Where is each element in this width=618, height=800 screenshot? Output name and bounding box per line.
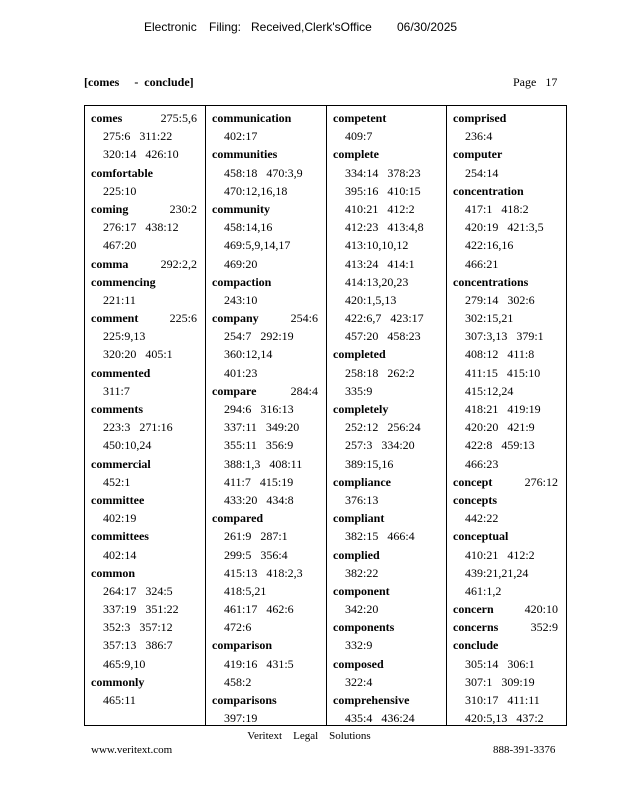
index-refs-line: 410:21 412:2 xyxy=(465,547,535,562)
index-term-word: committees xyxy=(91,529,149,544)
index-term-word: comprised xyxy=(453,111,507,125)
index-refs-line: 320:20 405:1 xyxy=(103,347,173,362)
index-term-word: complied xyxy=(333,547,380,562)
index-refs-line: 452:1 xyxy=(103,474,131,489)
index-refs-line: 360:12,14 xyxy=(224,347,273,362)
index-term xyxy=(91,491,201,509)
filing-stamp-part: Filing: xyxy=(209,20,242,34)
index-refs-line: 335:9 xyxy=(345,383,373,398)
index-refs-line: 461:17 462:6 xyxy=(224,602,294,617)
index-refs-line: 415:12,24 xyxy=(465,383,514,398)
index-refs-line: 417:1 418:2 xyxy=(465,201,529,216)
index-term xyxy=(453,600,562,618)
footer-website: www.veritext.com xyxy=(91,744,173,756)
index-refs-line: 322:4 xyxy=(345,674,373,689)
index-term xyxy=(212,200,322,218)
index-refs-line: 467:20 xyxy=(103,238,137,253)
index-refs-line: 465:11 xyxy=(103,693,136,707)
index-refs-line: 307:3,13 379:1 xyxy=(465,329,544,344)
index-refs-line: 352:3 357:12 xyxy=(103,620,173,635)
index-term-word: competent xyxy=(333,111,387,125)
index-term-word: compare xyxy=(212,383,257,398)
index-term-word: coming xyxy=(91,201,129,216)
index-refs-line: 402:19 xyxy=(103,511,137,526)
index-refs-line: 311:7 xyxy=(103,383,130,398)
index-refs-line: 418:5,21 xyxy=(224,583,267,598)
index-term xyxy=(91,109,201,127)
index-refs-line: 450:10,24 xyxy=(103,438,152,453)
index-term xyxy=(333,109,442,127)
index-term-refs: 254:6 xyxy=(290,311,318,326)
index-term xyxy=(333,345,442,363)
index-refs-line: 419:16 431:5 xyxy=(224,656,294,671)
index-term-word: concern xyxy=(453,602,494,617)
index-refs-line: 258:18 262:2 xyxy=(345,365,415,380)
index-refs-line: 382:15 466:4 xyxy=(345,529,415,544)
index-refs-line: 466:21 xyxy=(465,256,499,271)
index-refs-line: 458:18 470:3,9 xyxy=(224,165,303,180)
index-term xyxy=(91,309,201,327)
index-term-refs: 292:2,2 xyxy=(160,256,197,271)
index-term-word: comparisons xyxy=(212,693,277,707)
index-refs-line: 410:21 412:2 xyxy=(345,201,415,216)
index-refs-line: 418:21 419:19 xyxy=(465,402,541,416)
index-term-word: commonly xyxy=(91,674,145,689)
index-term xyxy=(91,455,201,473)
filing-stamp-part: Electronic xyxy=(144,20,197,34)
index-refs-line: 294:6 316:13 xyxy=(224,402,294,416)
index-refs-line: 401:23 xyxy=(224,365,258,380)
index-term xyxy=(91,364,201,382)
index-refs-line: 415:13 418:2,3 xyxy=(224,565,303,580)
index-term xyxy=(333,473,442,491)
index-term xyxy=(453,182,562,200)
index-refs-line: 422:6,7 423:17 xyxy=(345,311,424,326)
index-term-word: computer xyxy=(453,147,503,162)
index-term xyxy=(453,145,562,163)
index-term-word: concentrations xyxy=(453,274,529,289)
footer-company: Veritext Legal Solutions xyxy=(247,730,371,742)
index-refs-line: 420:5,13 437:2 xyxy=(465,711,544,725)
index-term xyxy=(333,582,442,600)
index-term-refs: 284:4 xyxy=(290,383,318,398)
index-refs-line: 413:24 414:1 xyxy=(345,256,415,271)
index-refs-line: 279:14 302:6 xyxy=(465,292,535,307)
index-refs-line: 310:17 411:11 xyxy=(465,693,540,707)
index-term-refs: 225:6 xyxy=(169,311,197,326)
index-refs-line: 334:14 378:23 xyxy=(345,165,421,180)
index-term-word: concerns xyxy=(453,620,499,635)
index-refs-line: 458:14,16 xyxy=(224,220,273,235)
index-term xyxy=(91,164,201,182)
index-refs-line: 412:23 413:4,8 xyxy=(345,220,424,235)
index-term-refs: 276:12 xyxy=(524,474,558,489)
index-term xyxy=(212,636,322,654)
index-refs-line: 388:1,3 408:11 xyxy=(224,456,303,471)
index-refs-line: 276:17 438:12 xyxy=(103,220,179,235)
index-refs-line: 221:11 xyxy=(103,292,136,307)
index-refs-line: 402:17 xyxy=(224,129,258,144)
index-term-word: comprehensive xyxy=(333,693,410,707)
index-term xyxy=(333,400,442,418)
index-refs-line: 409:7 xyxy=(345,129,373,144)
index-term-word: components xyxy=(333,620,395,635)
index-term xyxy=(91,673,201,691)
index-term xyxy=(453,473,562,491)
filing-stamp-part: Received,Clerk'sOffice xyxy=(251,20,372,34)
index-term-word: compared xyxy=(212,511,264,526)
index-refs-line: 305:14 306:1 xyxy=(465,656,535,671)
index-term-word: conceptual xyxy=(453,529,509,544)
index-term-word: comma xyxy=(91,256,129,271)
index-refs-line: 243:10 xyxy=(224,292,258,307)
page-number: Page 17 xyxy=(513,75,558,89)
index-term-word: component xyxy=(333,583,390,598)
index-term-word: comment xyxy=(91,311,139,326)
index-term xyxy=(333,691,442,709)
index-refs-line: 376:13 xyxy=(345,492,379,507)
index-refs-line: 470:12,16,18 xyxy=(224,183,288,198)
index-term-refs: 230:2 xyxy=(169,201,197,216)
index-term xyxy=(453,618,562,636)
index-term-word: commercial xyxy=(91,456,151,471)
index-term xyxy=(453,527,562,545)
index-term-refs: 352:9 xyxy=(530,620,558,635)
index-term-word: communication xyxy=(212,111,292,125)
footer-phone: 888-391-3376 xyxy=(493,744,556,756)
index-term xyxy=(212,145,322,163)
index-refs-line: 413:10,10,12 xyxy=(345,238,409,253)
index-term-word: comes xyxy=(91,111,123,125)
index-term-word: committee xyxy=(91,492,145,507)
index-refs-line: 275:6 311:22 xyxy=(103,129,173,144)
index-term xyxy=(91,200,201,218)
index-refs-line: 458:2 xyxy=(224,674,252,689)
index-refs-line: 469:5,9,14,17 xyxy=(224,238,291,253)
index-term-word: community xyxy=(212,201,270,216)
index-refs-line: 299:5 356:4 xyxy=(224,547,288,562)
index-refs-line: 472:6 xyxy=(224,620,252,635)
index-refs-line: 420:20 421:9 xyxy=(465,420,535,435)
index-term-word: compliant xyxy=(333,511,385,526)
index-refs-line: 408:12 411:8 xyxy=(465,347,535,362)
index-term xyxy=(91,255,201,273)
index-refs-line: 257:3 334:20 xyxy=(345,438,415,453)
index-refs-line: 261:9 287:1 xyxy=(224,529,288,544)
index-term-word: comments xyxy=(91,402,143,416)
index-term-word: comparison xyxy=(212,638,272,653)
index-refs-line: 465:9,10 xyxy=(103,656,146,671)
index-column xyxy=(447,106,566,725)
index-refs-line: 422:8 459:13 xyxy=(465,438,535,453)
index-refs-line: 342:20 xyxy=(345,602,379,617)
index-refs-line: 223:3 271:16 xyxy=(103,420,173,435)
index-term-word: communities xyxy=(212,147,278,162)
index-term-word: conclude xyxy=(453,638,499,653)
index-term-word: compliance xyxy=(333,474,391,489)
index-range: [comes - conclude] xyxy=(84,75,194,89)
index-term xyxy=(453,636,562,654)
index-refs-line: 457:20 458:23 xyxy=(345,329,421,344)
index-term-word: commented xyxy=(91,365,151,380)
index-term xyxy=(212,273,322,291)
index-term-word: company xyxy=(212,311,259,326)
index-refs-line: 252:12 256:24 xyxy=(345,420,421,435)
index-term-word: completely xyxy=(333,402,389,416)
filing-stamp xyxy=(0,20,618,36)
index-refs-line: 411:7 415:19 xyxy=(224,474,294,489)
index-refs-line: 435:4 436:24 xyxy=(345,711,415,725)
index-refs-line: 420:1,5,13 xyxy=(345,292,397,307)
index-term-word: concentration xyxy=(453,183,524,198)
index-term xyxy=(212,109,322,127)
index-term-refs: 420:10 xyxy=(524,602,558,617)
index-refs-line: 439:21,21,24 xyxy=(465,565,529,580)
index-term xyxy=(212,382,322,400)
index-term xyxy=(91,273,201,291)
index-refs-line: 264:17 324:5 xyxy=(103,583,173,598)
index-term-word: concepts xyxy=(453,492,497,507)
index-term-word: concept xyxy=(453,474,493,489)
index-refs-line: 355:11 356:9 xyxy=(224,438,294,453)
index-term xyxy=(333,145,442,163)
index-refs-line: 332:9 xyxy=(345,638,373,653)
index-refs-line: 422:16,16 xyxy=(465,238,514,253)
index-refs-line: 411:15 415:10 xyxy=(465,365,541,380)
index-term xyxy=(333,546,442,564)
index-refs-line: 254:14 xyxy=(465,165,499,180)
index-term xyxy=(91,400,201,418)
index-refs-line: 466:23 xyxy=(465,456,499,471)
index-refs-line: 357:13 386:7 xyxy=(103,638,173,653)
index-term-word: comfortable xyxy=(91,165,153,180)
index-refs-line: 442:22 xyxy=(465,511,499,526)
index-refs-line: 337:11 349:20 xyxy=(224,420,300,435)
index-term-word: completed xyxy=(333,347,386,362)
index-refs-line: 236:4 xyxy=(465,129,493,144)
index-refs-line: 420:19 421:3,5 xyxy=(465,220,544,235)
index-refs-line: 402:14 xyxy=(103,547,137,562)
index-refs-line: 225:9,13 xyxy=(103,329,146,344)
index-refs-line: 307:1 309:19 xyxy=(465,674,535,689)
index-column xyxy=(327,106,447,725)
index-refs-line: 395:16 410:15 xyxy=(345,183,421,198)
index-term xyxy=(453,491,562,509)
index-refs-line: 225:10 xyxy=(103,183,137,198)
index-term xyxy=(453,273,562,291)
index-refs-line: 389:15,16 xyxy=(345,456,394,471)
index-term-word: composed xyxy=(333,656,384,671)
index-term xyxy=(212,509,322,527)
index-term-refs: 275:5,6 xyxy=(160,111,197,125)
index-term xyxy=(333,509,442,527)
index-grid xyxy=(84,105,567,726)
index-column xyxy=(85,106,206,725)
index-term xyxy=(91,527,201,545)
index-refs-line: 397:19 xyxy=(224,711,258,725)
index-refs-line: 302:15,21 xyxy=(465,311,514,326)
index-refs-line: 414:13,20,23 xyxy=(345,274,409,289)
index-refs-line: 254:7 292:19 xyxy=(224,329,294,344)
index-refs-line: 337:19 351:22 xyxy=(103,602,179,617)
index-term xyxy=(453,109,562,127)
index-refs-line: 469:20 xyxy=(224,256,258,271)
index-refs-line: 320:14 426:10 xyxy=(103,147,179,162)
index-term xyxy=(212,309,322,327)
index-term xyxy=(91,564,201,582)
index-term-word: common xyxy=(91,565,135,580)
index-column xyxy=(206,106,327,725)
index-refs-line: 433:20 434:8 xyxy=(224,492,294,507)
index-term xyxy=(333,655,442,673)
index-term xyxy=(333,618,442,636)
index-term-word: commencing xyxy=(91,274,156,289)
index-refs-line: 382:22 xyxy=(345,565,379,580)
filing-stamp-part: 06/30/2025 xyxy=(397,20,458,34)
index-refs-line: 461:1,2 xyxy=(465,583,502,598)
index-term-word: compaction xyxy=(212,274,272,289)
index-term-word: complete xyxy=(333,147,379,162)
index-term xyxy=(212,691,322,709)
